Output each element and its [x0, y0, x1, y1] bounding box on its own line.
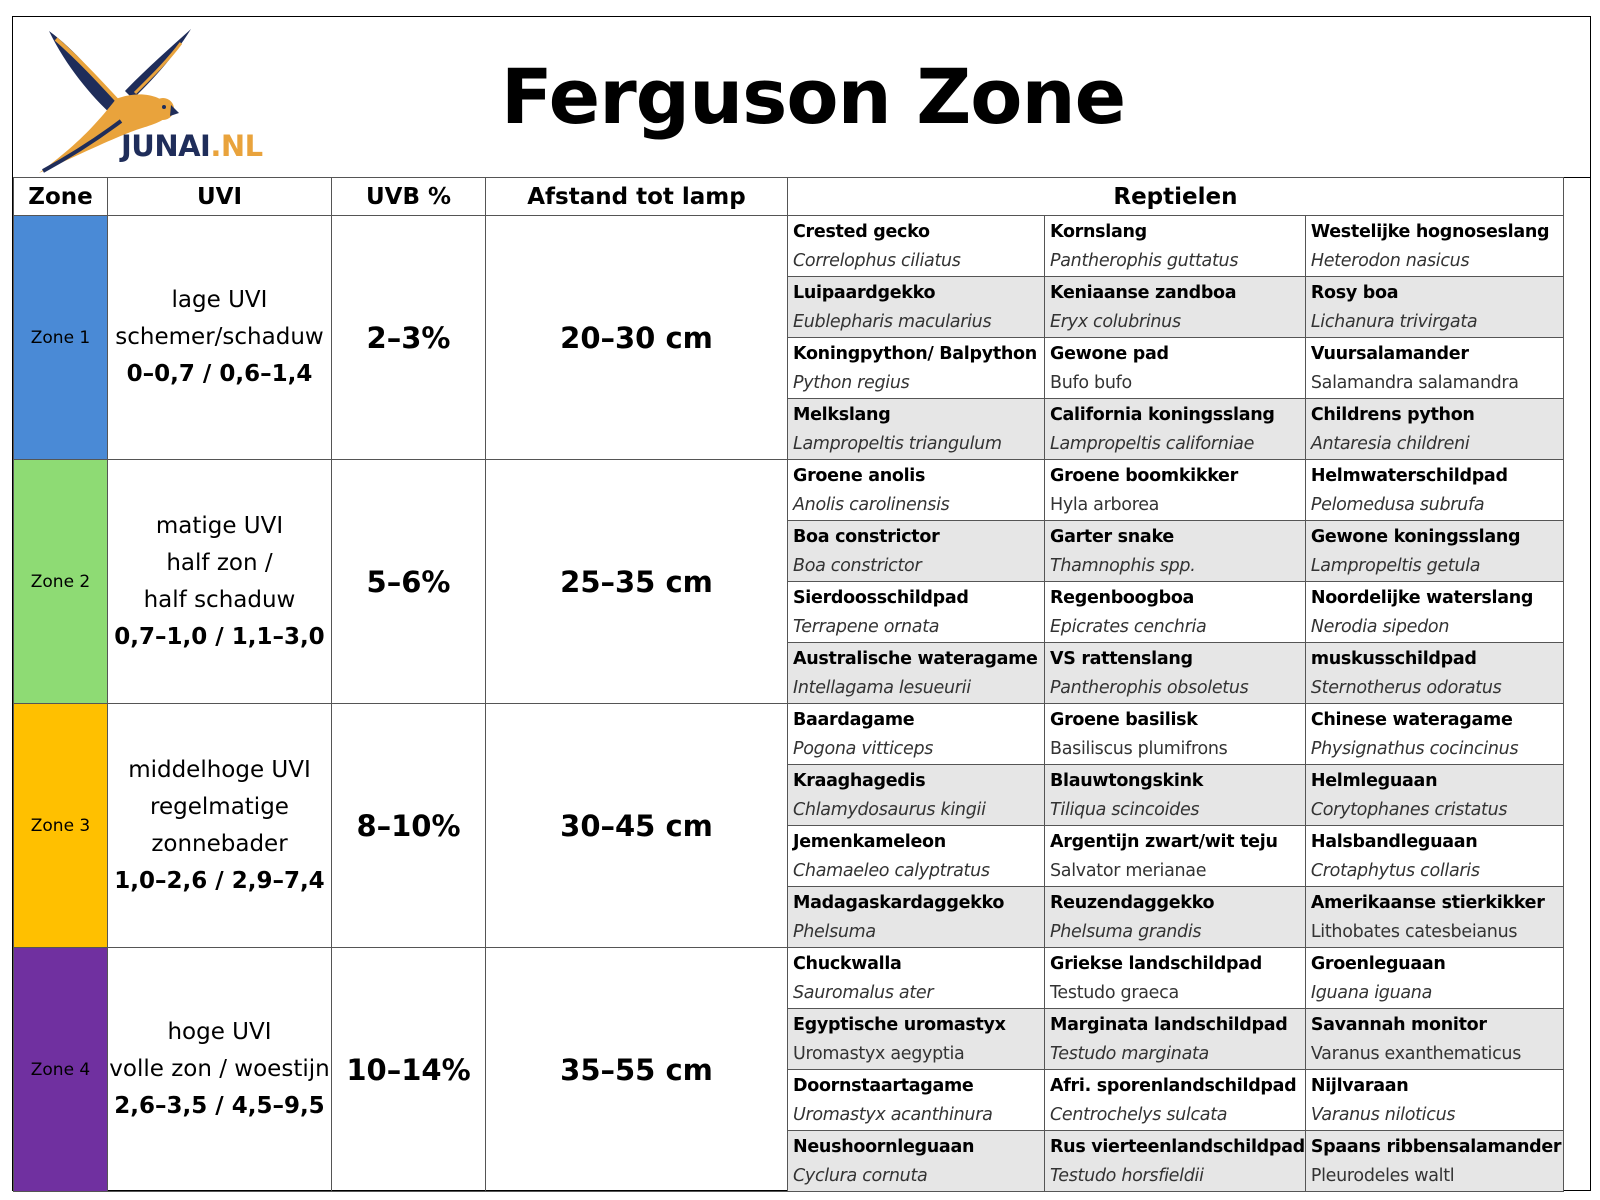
uvi-cell: [108, 948, 332, 1192]
reptile-common-name: Sierdoosschildpad: [793, 588, 969, 608]
reptile-scientific-name: Chamaeleo calyptratus: [793, 861, 990, 881]
reptile-cell: [1045, 582, 1306, 643]
lamp-distance: 35–55 cm: [486, 948, 788, 1192]
reptile-common-name: muskusschildpad: [1310, 649, 1477, 669]
reptile-cell: [1305, 1070, 1563, 1131]
uvi-range: 0,7–1,0 / 1,1–3,0: [114, 623, 325, 650]
reptile-common-name: Luipaardgekko: [793, 283, 936, 303]
reptile-common-name: VS rattenslang: [1050, 649, 1193, 669]
reptile-cell: [788, 399, 1045, 460]
reptile-common-name: Rosy boa: [1310, 283, 1399, 303]
reptile-scientific-name: Pelomedusa subrufa: [1310, 495, 1485, 515]
reptile-common-name: Neushoornleguaan: [793, 1137, 975, 1157]
reptile-cell: [1045, 521, 1306, 582]
ferguson-zone-sheet: [12, 16, 1591, 1191]
reptile-scientific-name: Lichanura trivirgata: [1310, 312, 1478, 332]
zone-label: Zone 4: [14, 948, 108, 1192]
reptile-cell: [1045, 216, 1306, 277]
col-header-uvb: UVB %: [332, 178, 486, 216]
reptile-cell: [1045, 1070, 1306, 1131]
page-title: Ferguson Zone: [500, 52, 1126, 141]
reptile-scientific-name: Pleurodeles waltl: [1310, 1166, 1455, 1186]
reptile-scientific-name: Varanus exanthematicus: [1310, 1044, 1522, 1064]
reptile-common-name: Marginata landschildpad: [1050, 1015, 1288, 1035]
reptile-cell: [788, 1009, 1045, 1070]
reptile-scientific-name: Anolis carolinensis: [793, 495, 950, 515]
reptile-cell: [1045, 338, 1306, 399]
reptile-common-name: Madagaskardaggekko: [793, 893, 1005, 913]
lamp-distance: 20–30 cm: [486, 216, 788, 460]
logo-text: [121, 129, 263, 163]
reptile-cell: [1045, 704, 1306, 765]
reptile-common-name: Gewone pad: [1050, 344, 1169, 364]
reptile-common-name: Vuursalamander: [1310, 344, 1469, 364]
reptile-scientific-name: Pogona vitticeps: [793, 739, 934, 759]
reptile-cell: [1305, 948, 1563, 1009]
reptile-cell: [788, 277, 1045, 338]
reptile-scientific-name: Eryx colubrinus: [1050, 312, 1181, 332]
reptile-common-name: Helmwaterschildpad: [1310, 466, 1508, 486]
reptile-common-name: Noordelijke waterslang: [1310, 588, 1534, 608]
uvi-cell: [108, 460, 332, 704]
reptile-common-name: Rus vierteenlandschildpad: [1050, 1137, 1305, 1157]
reptile-common-name: Argentijn zwart/wit teju: [1050, 832, 1278, 852]
table-row: [14, 948, 1564, 1009]
reptile-common-name: Melkslang: [793, 405, 891, 425]
reptile-scientific-name: Centrochelys sulcata: [1050, 1105, 1228, 1125]
uvi-cell: [108, 216, 332, 460]
reptile-cell: [1045, 765, 1306, 826]
reptile-cell: [1305, 460, 1563, 521]
reptile-common-name: Halsbandleguaan: [1310, 832, 1478, 852]
zone-table: [13, 177, 1564, 1192]
table-row: [14, 460, 1564, 521]
reptile-common-name: Spaans ribbensalamander: [1310, 1137, 1562, 1157]
reptile-cell: [788, 460, 1045, 521]
reptile-scientific-name: Nerodia sipedon: [1310, 617, 1450, 637]
lamp-distance: 30–45 cm: [486, 704, 788, 948]
reptile-common-name: Childrens python: [1310, 405, 1475, 425]
junai-logo: [21, 21, 291, 171]
reptile-cell: [788, 338, 1045, 399]
reptile-cell: [1045, 460, 1306, 521]
reptile-common-name: Amerikaanse stierkikker: [1310, 893, 1545, 913]
reptile-scientific-name: Bufo bufo: [1050, 373, 1132, 393]
reptile-scientific-name: Python regius: [793, 373, 910, 393]
reptile-common-name: Kraaghagedis: [793, 771, 926, 791]
uvi-description: lage UVI: [171, 287, 268, 313]
reptile-scientific-name: Antaresia childreni: [1310, 434, 1470, 454]
table-row: [14, 704, 1564, 765]
reptile-common-name: Nijlvaraan: [1310, 1076, 1409, 1096]
reptile-common-name: California koningsslang: [1050, 405, 1275, 425]
reptile-scientific-name: Intellagama lesueurii: [793, 678, 971, 698]
reptile-cell: [788, 826, 1045, 887]
reptile-common-name: Groene basilisk: [1050, 710, 1198, 730]
reptile-scientific-name: Tiliqua scincoides: [1050, 800, 1200, 820]
reptile-scientific-name: Heterodon nasicus: [1310, 251, 1470, 271]
reptile-scientific-name: Pantherophis obsoletus: [1050, 678, 1249, 698]
reptile-scientific-name: Epicrates cenchria: [1050, 617, 1207, 637]
reptile-scientific-name: Basiliscus plumifrons: [1050, 739, 1228, 759]
reptile-common-name: Gewone koningsslang: [1310, 527, 1521, 547]
logo-text-main: JUNAI: [121, 129, 211, 163]
reptile-scientific-name: Testudo marginata: [1050, 1044, 1209, 1064]
uvi-description: half schaduw: [143, 586, 296, 613]
reptile-cell: [1305, 216, 1563, 277]
uvi-range: 2,6–3,5 / 4,5–9,5: [114, 1093, 325, 1119]
uvi-cell: [108, 704, 332, 948]
uvi-description: hoge UVI: [167, 1019, 272, 1045]
reptile-common-name: Groenleguaan: [1310, 954, 1446, 974]
reptile-common-name: Savannah monitor: [1310, 1015, 1487, 1035]
uvi-range: 1,0–2,6 / 2,9–7,4: [114, 867, 325, 894]
reptile-cell: [788, 643, 1045, 704]
reptile-scientific-name: Chlamydosaurus kingii: [793, 800, 986, 820]
reptile-common-name: Jemenkameleon: [793, 832, 946, 852]
reptile-scientific-name: Thamnophis spp.: [1050, 556, 1196, 576]
table-row: [14, 216, 1564, 277]
reptile-scientific-name: Lampropeltis getula: [1310, 556, 1481, 576]
header: [13, 17, 1590, 178]
reptile-common-name: Crested gecko: [793, 222, 930, 242]
reptile-cell: [788, 765, 1045, 826]
reptile-scientific-name: Corytophanes cristatus: [1310, 800, 1508, 820]
uvi-description: middelhoge UVI: [128, 756, 311, 783]
reptile-scientific-name: Phelsuma: [793, 922, 876, 942]
uvb-percentage: 10–14%: [332, 948, 486, 1192]
reptile-common-name: Regenboogboa: [1050, 588, 1195, 608]
reptile-scientific-name: Hyla arborea: [1050, 495, 1160, 515]
reptile-scientific-name: Sauromalus ater: [793, 983, 934, 1003]
reptile-cell: [1305, 1131, 1563, 1192]
reptile-cell: [788, 216, 1045, 277]
reptile-common-name: Chuckwalla: [793, 954, 902, 974]
reptile-cell: [788, 582, 1045, 643]
reptile-common-name: Groene anolis: [793, 466, 926, 486]
reptile-cell: [788, 887, 1045, 948]
reptile-scientific-name: Lampropeltis californiae: [1050, 434, 1255, 454]
uvi-description: half zon /: [166, 549, 273, 576]
reptile-scientific-name: Eublepharis macularius: [793, 312, 992, 332]
reptile-common-name: Groene boomkikker: [1050, 466, 1238, 486]
reptile-scientific-name: Lampropeltis triangulum: [793, 434, 1002, 454]
reptile-cell: [1305, 521, 1563, 582]
reptile-scientific-name: Pantherophis guttatus: [1050, 251, 1239, 271]
reptile-cell: [788, 948, 1045, 1009]
reptile-scientific-name: Sternotherus odoratus: [1310, 678, 1502, 698]
reptile-common-name: Doornstaartagame: [793, 1076, 974, 1096]
reptile-common-name: Egyptische uromastyx: [793, 1015, 1006, 1035]
reptile-cell: [1305, 704, 1563, 765]
zone-label: Zone 3: [14, 704, 108, 948]
uvi-range: 0–0,7 / 0,6–1,4: [126, 361, 313, 387]
reptile-cell: [1305, 277, 1563, 338]
reptile-cell: [788, 1131, 1045, 1192]
reptile-cell: [1305, 582, 1563, 643]
reptile-scientific-name: Varanus niloticus: [1310, 1105, 1456, 1125]
reptile-common-name: Blauwtongskink: [1050, 771, 1204, 791]
reptile-common-name: Baardagame: [793, 710, 915, 730]
reptile-cell: [788, 1070, 1045, 1131]
reptile-scientific-name: Uromastyx aegyptia: [793, 1044, 965, 1064]
reptile-cell: [1045, 399, 1306, 460]
col-header-distance: Afstand tot lamp: [486, 178, 788, 216]
reptile-cell: [788, 521, 1045, 582]
logo-text-suffix: .NL: [210, 129, 263, 163]
reptile-scientific-name: Lithobates catesbeianus: [1310, 922, 1518, 942]
reptile-scientific-name: Boa constrictor: [793, 556, 922, 576]
uvb-percentage: 8–10%: [332, 704, 486, 948]
reptile-common-name: Australische wateragame: [793, 649, 1038, 669]
reptile-cell: [1045, 887, 1306, 948]
reptile-cell: [1305, 765, 1563, 826]
reptile-cell: [1045, 1009, 1306, 1070]
reptile-scientific-name: Correlophus ciliatus: [793, 251, 961, 271]
reptile-cell: [1305, 826, 1563, 887]
reptile-common-name: Afri. sporenlandschildpad: [1050, 1076, 1297, 1096]
reptile-scientific-name: Phelsuma grandis: [1050, 922, 1202, 942]
uvi-description: schemer/schaduw: [115, 324, 324, 350]
reptile-scientific-name: Iguana iguana: [1310, 983, 1433, 1003]
lamp-distance: 25–35 cm: [486, 460, 788, 704]
reptile-scientific-name: Salamandra salamandra: [1310, 373, 1519, 393]
reptile-common-name: Koningpython/ Balpython: [793, 344, 1037, 364]
reptile-common-name: Kornslang: [1050, 222, 1147, 242]
col-header-uvi: UVI: [108, 178, 332, 216]
reptile-cell: [1045, 948, 1306, 1009]
reptile-cell: [1045, 277, 1306, 338]
reptile-common-name: Helmleguaan: [1310, 771, 1438, 791]
reptile-cell: [1045, 1131, 1306, 1192]
reptile-scientific-name: Terrapene ornata: [793, 617, 940, 637]
reptile-common-name: Garter snake: [1050, 527, 1174, 547]
reptile-cell: [788, 704, 1045, 765]
reptile-scientific-name: Cyclura cornuta: [793, 1166, 928, 1186]
col-header-zone: Zone: [14, 178, 108, 216]
reptile-scientific-name: Crotaphytus collaris: [1310, 861, 1480, 881]
uvi-description: regelmatige: [150, 793, 289, 820]
zone-label: Zone 2: [14, 460, 108, 704]
reptile-common-name: Boa constrictor: [793, 527, 940, 547]
reptile-cell: [1305, 338, 1563, 399]
zone-table-body: [14, 216, 1564, 1192]
reptile-common-name: Reuzendaggekko: [1050, 893, 1215, 913]
reptile-scientific-name: Uromastyx acanthinura: [793, 1105, 993, 1125]
reptile-cell: [1045, 826, 1306, 887]
reptile-cell: [1045, 643, 1306, 704]
reptile-common-name: Chinese wateragame: [1310, 710, 1513, 730]
uvb-percentage: 2–3%: [332, 216, 486, 460]
header-row: [14, 178, 1564, 216]
reptile-cell: [1305, 1009, 1563, 1070]
reptile-cell: [1305, 887, 1563, 948]
reptile-scientific-name: Salvator merianae: [1050, 861, 1207, 881]
reptile-scientific-name: Testudo graeca: [1050, 983, 1179, 1003]
uvb-percentage: 5–6%: [332, 460, 486, 704]
reptile-common-name: Keniaanse zandboa: [1050, 283, 1237, 303]
reptile-cell: [1305, 399, 1563, 460]
reptile-scientific-name: Physignathus cocincinus: [1310, 739, 1519, 759]
zone-label: Zone 1: [14, 216, 108, 460]
col-header-reptiles: Reptielen: [788, 178, 1564, 216]
uvi-description: zonnebader: [151, 830, 288, 857]
reptile-common-name: Griekse landschildpad: [1050, 954, 1263, 974]
uvi-description: volle zon / woestijn: [109, 1056, 330, 1082]
reptile-common-name: Westelijke hognoseslang: [1310, 222, 1550, 242]
reptile-cell: [1305, 643, 1563, 704]
uvi-description: matige UVI: [155, 512, 284, 539]
reptile-scientific-name: Testudo horsfieldii: [1050, 1166, 1204, 1186]
